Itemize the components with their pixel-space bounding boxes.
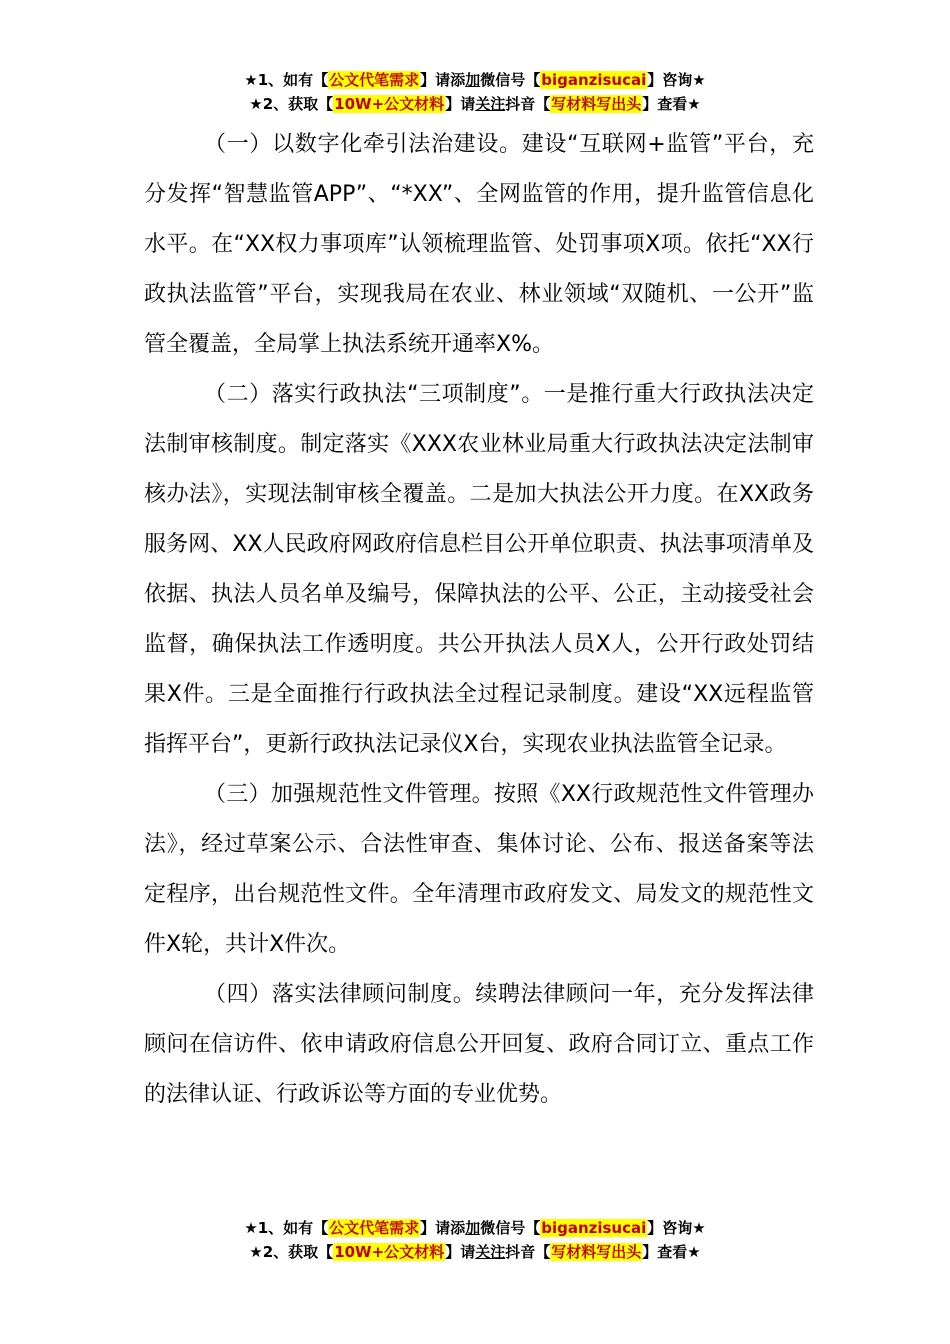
banner-line-1 — [0, 1216, 950, 1240]
banner-line-1 — [0, 68, 950, 92]
document-body — [144, 120, 814, 1120]
banner-emphasis: 加 — [465, 71, 481, 89]
banner-highlight: 公文代笔需求 — [329, 1219, 420, 1237]
banner-emphasis: 加 — [465, 1219, 481, 1237]
paragraph-2: （二）落实行政执法“三项制度”。一是推行重大行政执法决定法制审核制度。制定落实《XXX农业林业局重大行政执法决定法制审核办法》，实现法制审核全覆盖。二是加大执法公开力度。在XX政务服务网、XX人民政府网政府信息栏目公开单位职责、执法事项清单及依据、执法人员名单及编号，保障执法的公平、公正，主动接受社会监督，确保执法工作透明度。共公开执法人员X人，公开行政处罚结果X件。三是全面推行行政执法全过程记录制度。建设“XX远程监管指挥平台”，更新行政执法记录仪X台，实现农业执法监管全记录。 — [144, 382, 815, 757]
banner-text: 微信号【 — [480, 1219, 541, 1237]
paragraph-4: （四）落实法律顾问制度。续聘法律顾问一年，充分发挥法律顾问在信访件、依申请政府信息公开回复、政府合同订立、重点工作的法律认证、行政诉讼等方面的专业优势。 — [144, 982, 814, 1107]
banner-line-2 — [0, 92, 950, 116]
banner-text: 】请添 — [420, 71, 466, 89]
banner-text: ★1、如有【 — [244, 71, 329, 89]
banner-highlight: 10W+公文材料 — [334, 1243, 445, 1261]
footer-banner — [0, 1216, 950, 1264]
banner-highlight: 公文代笔需求 — [329, 71, 420, 89]
banner-wechat-id: biganzisucai — [541, 1219, 647, 1237]
banner-text: 】请 — [445, 1243, 476, 1261]
banner-text: ★1、如有【 — [244, 1219, 329, 1237]
banner-line-2 — [0, 1240, 950, 1264]
paragraph-1: （一）以数字化牵引法治建设。建设“互联网+监管”平台，充分发挥“智慧监管APP”、“*XX”、全网监管的作用，提升监管信息化水平。在“XX权力事项库”认领梳理监管、处罚事项X项。依托“XX行政执法监管”平台，实现我局在农业、林业领域“双随机、一公开”监管全覆盖，全局掌上执法系统开通率X%。 — [144, 132, 814, 357]
banner-text: 抖音【 — [505, 95, 551, 113]
banner-text: 微信号【 — [480, 71, 541, 89]
banner-emphasis: 关注 — [475, 1243, 506, 1261]
paragraph-3: （三）加强规范性文件管理。按照《XX行政规范性文件管理办法》，经过草案公示、合法性审查、集体讨论、公布、报送备案等法定程序，出台规范性文件。全年清理市政府发文、局发文的规范性文件X轮，共计X件次。 — [144, 782, 814, 957]
banner-text: 】查看★ — [642, 1243, 701, 1261]
banner-text: 】查看★ — [642, 95, 701, 113]
header-banner — [0, 68, 950, 116]
banner-douyin-name: 写材料写出头 — [551, 95, 642, 113]
banner-text: 】请 — [445, 95, 476, 113]
banner-wechat-id: biganzisucai — [541, 71, 647, 89]
banner-text: 】咨询★ — [647, 1219, 706, 1237]
banner-text: 抖音【 — [505, 1243, 551, 1261]
banner-text: 】咨询★ — [647, 71, 706, 89]
banner-highlight: 10W+公文材料 — [334, 95, 445, 113]
banner-text: ★2、获取【 — [249, 95, 334, 113]
banner-douyin-name: 写材料写出头 — [551, 1243, 642, 1261]
banner-text: 】请添 — [420, 1219, 466, 1237]
banner-emphasis: 关注 — [475, 95, 506, 113]
banner-text: ★2、获取【 — [249, 1243, 334, 1261]
